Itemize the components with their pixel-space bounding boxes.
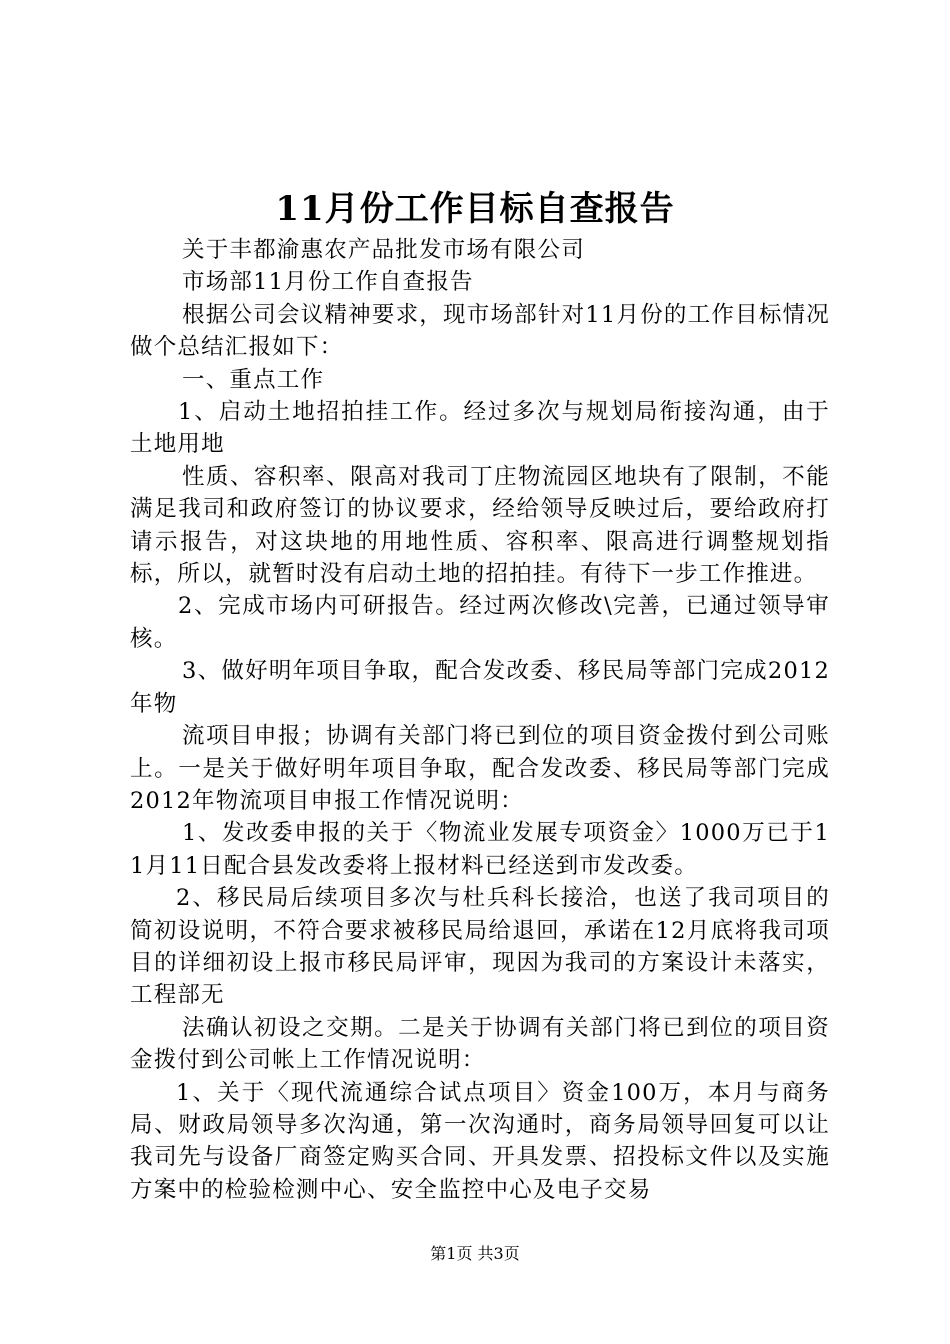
paragraph-fund-1: 1、关于〈现代流通综合试点项目〉资金100万，本月与商务局、财政局领导多次沟通，第一次沟通时，商务局领导回复可以让我司先与设备厂商签定购买合同、开具发票、招投标文件以及实施方案中的检验检测中心、安全监控中心及电子交易 [130, 1079, 830, 1203]
paragraph-sub-1: 1、发改委申报的关于〈物流业发展专项资金〉1000万已于11月11日配合县发改委将上报材料已经送到市发改委。 [130, 820, 830, 879]
paragraph-item-3-cont: 流项目申报；协调有关部门将已到位的项目资金拨付到公司账上。一是关于做好明年项目争取，配合发改委、移民局等部门完成2012年物流项目申报工作情况说明： [130, 723, 830, 814]
paragraph-sub-2: 2、移民局后续项目多次与杜兵科长接洽，也送了我司项目的简初设说明，不符合要求被移民局给退回，承诺在12月底将我司项目的详细初设上报市移民局评审，现因为我司的方案设计未落实，工程部无 [130, 885, 830, 1009]
paragraph-report-name: 市场部11月份工作自查报告 [182, 269, 474, 296]
paragraph-item-1-cont: 性质、容积率、限高对我司丁庄物流园区地块有了限制，不能满足我司和政府签订的协议要求，经给领导反映过后，要给政府打请示报告，对这块地的用地性质、容积率、限高进行调整规划指标，所以，就暂时没有启动土地的招拍挂。有待下一步工作推进。 [130, 463, 830, 588]
page-footer: 第1页 共3页 [430, 1244, 520, 1263]
document-title: 11月份工作目标自查报告 [275, 189, 675, 229]
paragraph-item-3: 3、做好明年项目争取，配合发改委、移民局等部门完成2012年物 [130, 658, 830, 717]
document-body [130, 234, 830, 1206]
paragraph-item-1: 1、启动土地招拍挂工作。经过多次与规划局衔接沟通，由于土地用地 [130, 399, 830, 458]
section-heading-key-work: 一、重点工作 [182, 366, 325, 393]
paragraph-intro: 根据公司会议精神要求，现市场部针对11月份的工作目标情况做个总结汇报如下： [130, 301, 830, 361]
paragraph-sub-2-cont: 法确认初设之交期。二是关于协调有关部门将已到位的项目资金拨付到公司帐上工作情况说明： [130, 1014, 830, 1074]
paragraph-item-2: 2、完成市场内可研报告。经过两次修改\完善，已通过领导审核。 [130, 593, 830, 652]
paragraph-company: 关于丰都渝惠农产品批发市场有限公司 [182, 237, 585, 263]
